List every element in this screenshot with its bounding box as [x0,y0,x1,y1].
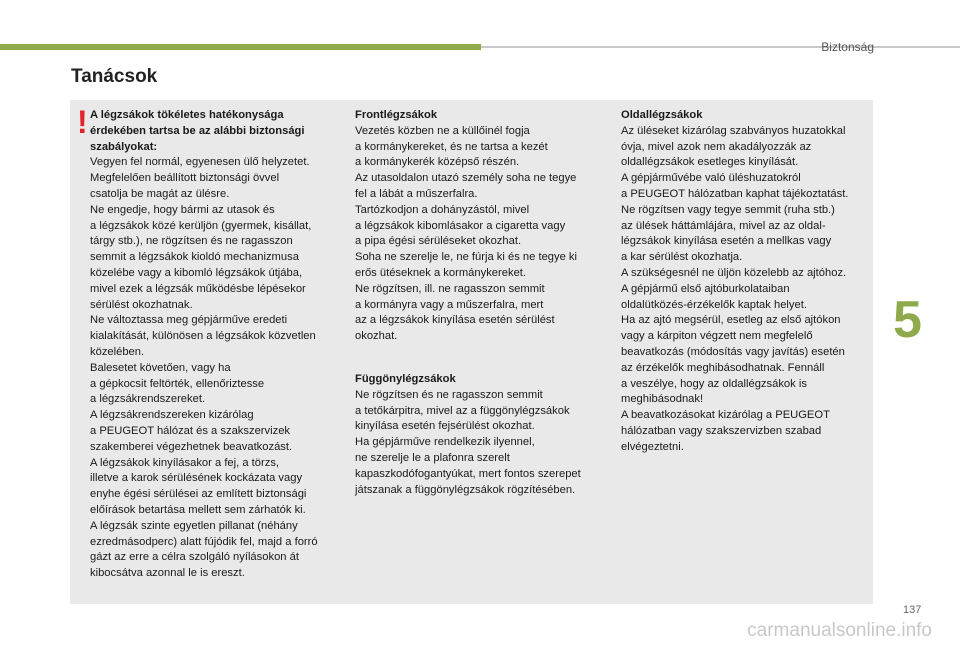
paragraph-gap [355,345,605,372]
header-rule [481,46,960,48]
curtain-airbags-text: Ne rögzítsen és ne ragasszon semmit a tetőkárpitra, mivel az a függönylégzsákok kinyílása esetén fejsérülést okozhat. Ha gépjárműve rendelkezik ilyennel, ne szerelje le a plafonra szerelt kapaszkodófogantyúkat, mert fontos szerepet játszanak a függönylégzsákok rögzítésében. [355,388,581,496]
curtain-airbags-heading: Függönylégzsákok [355,372,456,385]
front-airbags-text: Vezetés közben ne a küllőinél fogja a kormánykereket, és ne tartsa a kezét a kormánykerék középső részén. Az utasoldalon utazó személy soha ne tegye fel a lábát a műszerfalra. Tartózkodjon a dohányzástól, mivel a légzsákok kibomlásakor a cigaretta vagy a pipa égési sérüléseket okozhat. Soha ne szerelje le, ne fúrja ki és ne tegye ki erős ütéseknek a kormánykereket. Ne rögzítsen, ill. ne ragasszon semmit a kormányra vagy a műszerfalra, mert az a légzsákok kinyílása esetén sérülést okozhat. [355,124,578,343]
page-title: Tanácsok [71,66,158,87]
general-rules-column [90,108,346,582]
header-accent-bar [0,44,481,50]
side-airbags-column [621,108,869,456]
side-airbags-text: Az üléseket kizárólag szabványos huzatokkal óvja, mivel azok nem akadályozzák az oldallégzsákok esetleges kinyílását. A gépjárművébe való üléshuzatokról a PEUGEOT hálózatban kaphat tájékoztatást. Ne rögzítsen vagy tegye semmit (ruha stb.) az ülések háttámlájára, mivel az az oldal- légzsákok kinyílása esetén a mellkas vagy a kar sérülést okozhatja. A szükségesnél ne üljön közelebb az ajtóhoz. A gépjármű első ajtóburkolataiban oldalütközés-érzékelők kaptak helyet. Ha az ajtó megsérül, esetleg az első ajtókon vagy a kárpiton végzett nem megfelelő beavatkozás (módosítás vagy javítás) esetén az érzékelők meghibásodhatnak. Fennáll a veszélye, hogy az oldallégzsákok is meghibásodnak! A beavatkozásokat kizárólag a PEUGEOT hálózatban vagy szakszervizben szabad elvégeztetni. [621,124,849,453]
watermark: carmanualsonline.info [747,620,932,641]
front-airbags-heading: Frontlégzsákok [355,109,438,121]
warning-icon: ! [77,104,88,140]
page-number: 137 [903,604,922,616]
chapter-number: 5 [893,291,922,349]
side-airbags-heading: Oldallégzsákok [621,109,703,121]
section-label: Biztonság [821,40,874,54]
general-rules-heading: A légzsákok tökéletes hatékonysága érdekében tartsa be az alábbi biztonsági szabályokat: [90,109,305,153]
general-rules-text: Vegyen fel normál, egyenesen ülő helyzetet. Megfelelően beállított biztonsági övvel csatolja be magát az ülésre. Ne engedje, hogy bármi az utasok és a légzsákok közé kerüljön (gyermek, kisállat, tárgy stb.), ne rögzítsen és ne ragasszon semmit a légzsákok kioldó mechanizmusa közelébe vagy a kibomló légzsákok útjába, mivel ezek a légzsák működésbe lépésekor sérülést okozhatnak. Ne változtassa meg gépjárműve eredeti kialakítását, különösen a légzsákok közvetlen közelében. Balesetet követően, vagy ha a gépkocsit feltörték, ellenőriztesse a légzsákrendszereket. A légzsákrendszereken kizárólag a PEUGEOT hálózat és a szakszervizek szakemberei végezhetnek beavatkozást. A légzsákok kinyílásakor a fej, a törzs, illetve a karok sérülésének kockázata vagy enyhe égési sérülései az említett biztonsági előírások betartása mellett sem zárhatók ki. A légzsák szinte egyetlen pillanat (néhány ezredmásodperc) alatt fújódik fel, majd a forró gázt az erre a célra szolgáló nyílásokon át kibocsátva azonnal le is ereszt. [90,156,318,580]
front-and-curtain-airbags-column [355,108,605,498]
